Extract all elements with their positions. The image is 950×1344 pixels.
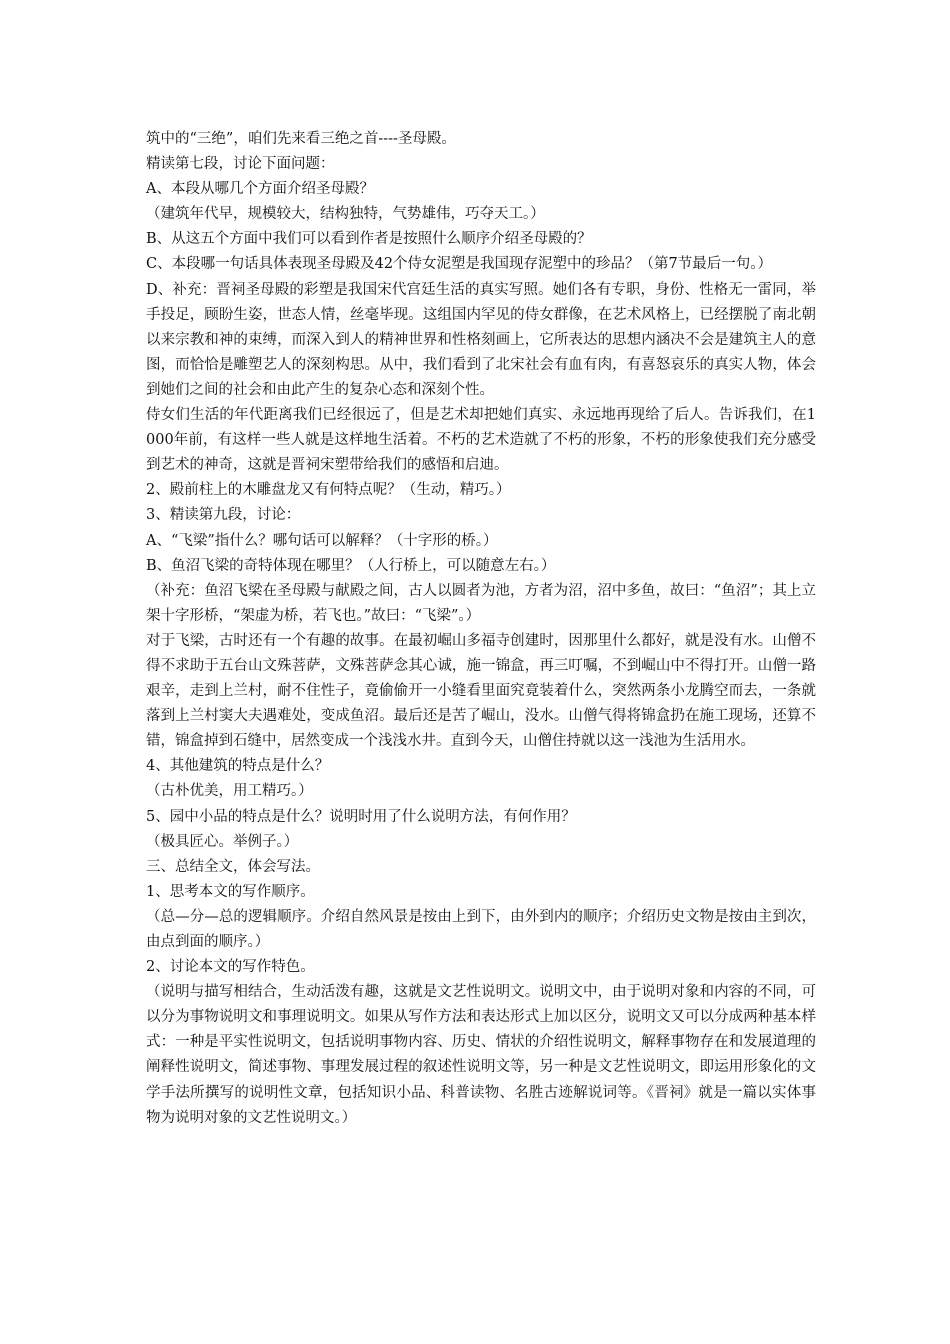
question-3b: B、鱼沼飞梁的奇特体现在哪里？（人行桥上，可以随意左右。）: [146, 557, 556, 574]
question-3a: A、“飞梁”指什么？哪句话可以解释？（十字形的桥。）: [146, 532, 498, 549]
question-c: C、本段哪一句话具体表现圣母殿及42个侍女泥塑是我国现存泥塑中的珍品？（第7节最后一句。）: [146, 256, 773, 273]
question-5: 5、园中小品的特点是什么？说明时用了什么说明方法，有何作用？: [146, 808, 576, 825]
question-2: 2、殿前柱上的木雕盘龙又有何特点呢？（生动，精巧。）: [146, 482, 511, 499]
answer-5: （极具匠心。举例子。）: [146, 833, 299, 850]
question-3: 3、精读第九段，讨论：: [146, 507, 301, 524]
item-1: 1、思考本文的写作顺序。: [146, 883, 315, 900]
paragraph-maids: 侍女们生活的年代距离我们已经很远了，但是艺术却把她们真实、永远地再现给了后人。告诉我们，在1000年前，有这样一些人就是这样地生活着。不朽的艺术造就了不朽的形象，不朽的形象使我们充分感受到艺术的神奇，这就是晋祠宋塑带给我们的感悟和启迪。: [146, 407, 816, 474]
answer-4: （古朴优美，用工精巧。）: [146, 783, 313, 800]
document-body: [146, 127, 816, 1131]
paragraph-task-seventh: 精读第七段，讨论下面问题：: [146, 156, 335, 173]
section-three-heading: 三、总结全文，体会写法。: [146, 858, 320, 875]
question-4: 4、其他建筑的特点是什么？: [146, 758, 330, 775]
paragraph-story: 对于飞梁，古时还有一个有趣的故事。在最初崛山多福寺创建时，因那里什么都好，就是没有水。山僧不得不求助于五台山文殊菩萨，文殊菩萨念其心诚，施一锦盒，再三叮嘱，不到崛山中不得打开。山僧一路艰辛，走到上兰村，耐不住性子，竟偷偷开一小缝看里面究竟装着什么，突然两条小龙腾空而去，一条就落到上兰村窦大夫遇难处，变成鱼沼。最后还是苦了崛山，没水。山僧气得将锦盒扔在施工现场，还算不错，锦盒掉到石缝中，居然变成一个浅浅水井。直到今天，山僧住持就以这一浅池为生活用水。: [146, 632, 816, 750]
paragraph-intro: 筑中的“三绝”，咱们先来看三绝之首----圣母殿。: [146, 131, 456, 147]
answer-a: （建筑年代早，规模较大，结构独特，气势雄伟，巧夺天工。）: [146, 206, 545, 223]
question-b: B、从这五个方面中我们可以看到作者是按照什么顺序介绍圣母殿的？: [146, 231, 592, 248]
question-a: A、本段从哪几个方面介绍圣母殿？: [146, 181, 374, 198]
answer-1: （总—分—总的逻辑顺序。介绍自然风景是按由上到下，由外到内的顺序；介绍历史文物是按由主到次，由点到面的顺序。）: [146, 908, 816, 950]
answer-2: （说明与描写相结合，生动活泼有趣，这就是文艺性说明文。说明文中，由于说明对象和内容的不同，可以分为事物说明文和事理说明文。如果从写作方法和表达形式上加以区分，说明文又可以分成两种基本样式：一种是平实性说明文，包括说明事物内容、历史、情状的介绍性说明文，解释事物存在和发展道理的阐释性说明文，简述事物、事理发展过程的叙述性说明文等，另一种是文艺性说明文，即运用形象化的文学手法所撰写的说明性文章，包括知识小品、科普读物、名胜古迹解说词等。《晋祠》就是一篇以实体事物为说明对象的文艺性说明文。）: [146, 984, 816, 1126]
item-2: 2、讨论本文的写作特色。: [146, 959, 315, 976]
supplement-bridge: （补充：鱼沼飞梁在圣母殿与献殿之间，古人以圆者为池，方者为沼，沼中多鱼，故曰：“鱼沼”；其上立架十字形桥，“架虚为桥，若飞也。”故曰：“飞梁”。）: [146, 582, 816, 624]
supplement-d: D、补充：晋祠圣母殿的彩塑是我国宋代宫廷生活的真实写照。她们各有专职，身份、性格无一雷同，举手投足，顾盼生姿，世态人情，丝毫毕现。这组国内罕见的侍女群像，在艺术风格上，已经摆脱了南北朝以来宗教和神的束缚，而深入到人的精神世界和性格刻画上，它所表达的思想内涵决不会是建筑主人的意图，而恰恰是雕塑艺人的深刻构思。从中，我们看到了北宋社会有血有肉，有喜怒哀乐的真实人物，体会到她们之间的社会和由此产生的复杂心态和深刻个性。: [146, 281, 816, 398]
